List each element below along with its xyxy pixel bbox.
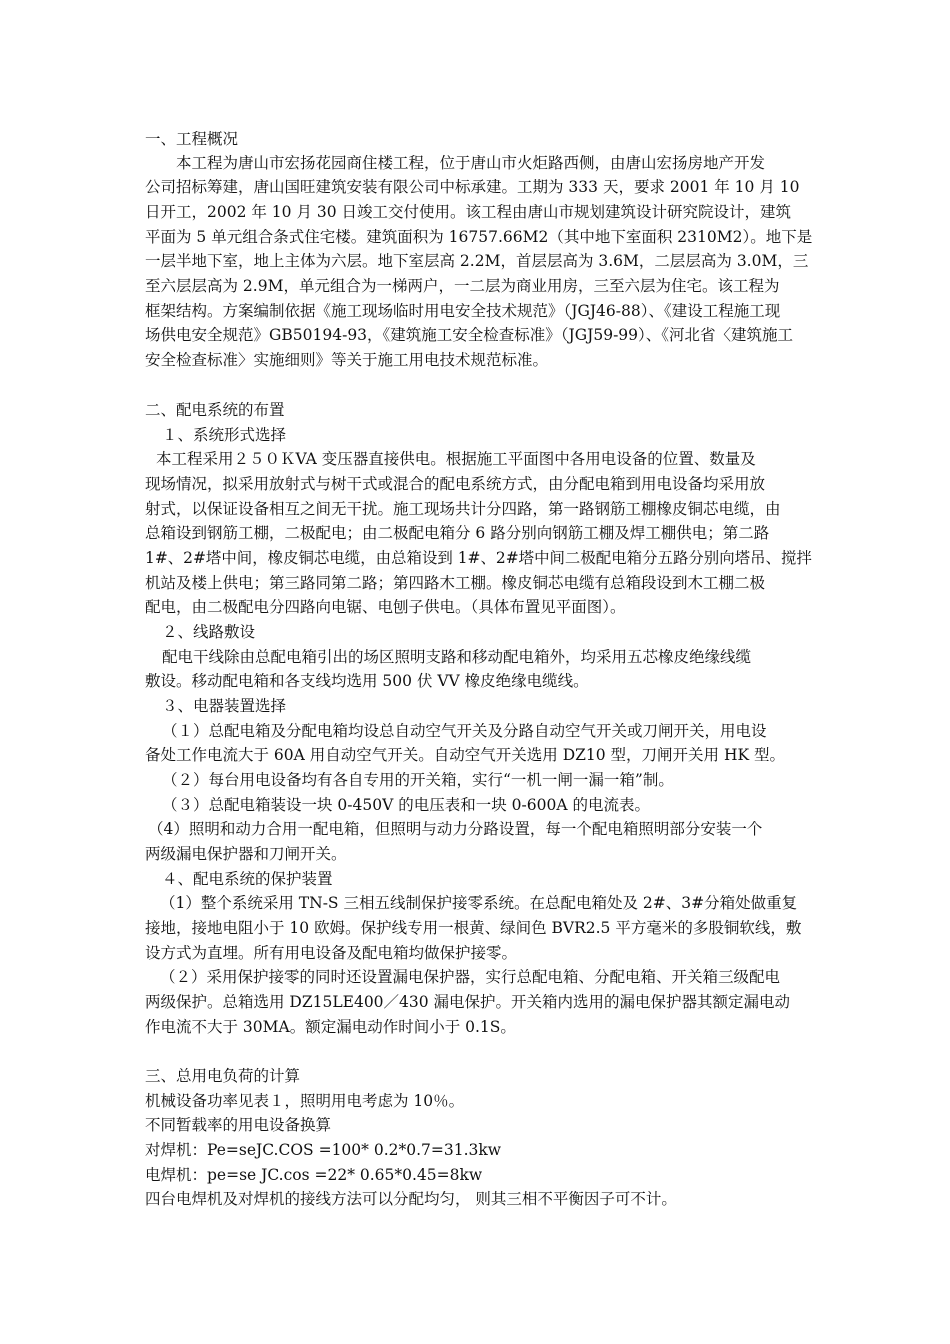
paragraph-line: 备处工作电流大于 60A 用自动空气开关。自动空气开关选用 DZ10 型，刀闸开关用 HK 型。 <box>145 746 785 764</box>
formula-line: 电焊机：pe=se JC.cos =22* 0.65*0.45=8kw <box>145 1166 483 1184</box>
paragraph-line: 四台电焊机及对焊机的接线方法可以分配均匀， 则其三相不平衡因子可不计。 <box>145 1190 677 1208</box>
paragraph-line: （３）总配电箱装设一块 0-450V 的电压表和一块 0-600A 的电流表。 <box>162 796 650 814</box>
subsection-heading: ４、配电系统的保护装置 <box>162 870 333 888</box>
paragraph-line: 框架结构。方案编制依据《施工现场临时用电安全技术规范》（JGJ46-88）、《建设工程施工现 <box>145 302 781 320</box>
paragraph-line: 总箱设到钢筋工棚，二极配电；由二极配电箱分 6 路分别向钢筋工棚及焊工棚供电；第二路 <box>145 524 770 542</box>
subsection-heading: ２、线路敷设 <box>162 623 256 641</box>
paragraph-line: 本工程为唐山市宏扬花园商住楼工程，位于唐山市火炬路西侧，由唐山宏扬房地产开发 <box>176 154 766 172</box>
section-heading: 三、总用电负荷的计算 <box>145 1067 301 1085</box>
paragraph-line: （1）整个系统采用 TN-S 三相五线制保护接零系统。在总配电箱处及 2#、3#分箱处做重复 <box>160 894 798 912</box>
paragraph-line: 平面为 5 单元组合条式住宅楼。建筑面积为 16757.66M2（其中地下室面积 2310M2）。地下是 <box>145 228 813 246</box>
paragraph-line: 不同暂载率的用电设备换算 <box>145 1116 332 1134</box>
paragraph-line: 接地，接地电阻小于 10 欧姆。保护线专用一根黄、绿间色 BVR2.5 平方毫米的多股铜软线，敷 <box>145 919 802 937</box>
paragraph-line: 两级漏电保护器和刀闸开关。 <box>145 845 347 863</box>
paragraph-line: （２）采用保护接零的同时还设置漏电保护器，实行总配电箱、分配电箱、开关箱三级配电 <box>160 968 781 986</box>
paragraph-line: 设方式为直埋。所有用电设备及配电箱均做保护接零。 <box>145 944 518 962</box>
paragraph-line: 场供电安全规范》GB50194-93，《建筑施工安全检查标准》（JGJ59-99）、《河北省〈建筑施工 <box>145 326 794 344</box>
paragraph-line: 现场情况，拟采用放射式与树干式或混合的配电系统方式，由分配电箱到用电设备均采用放 <box>145 475 766 493</box>
paragraph-line: 敷设。移动配电箱和各支线均选用 500 伏 VV 橡皮绝缘电缆线。 <box>145 672 589 690</box>
paragraph-line: （4）照明和动力合用一配电箱，但照明与动力分路设置，每一个配电箱照明部分安装一个 <box>148 820 763 838</box>
paragraph-line: 两级保护。总箱选用 DZ15LE400／430 漏电保护。开关箱内选用的漏电保护器其额定漏电动 <box>145 993 791 1011</box>
paragraph-line: （２）每台用电设备均有各自专用的开关箱，实行“一机一闸一漏一箱”制。 <box>162 771 674 789</box>
subsection-heading: ３、电器装置选择 <box>162 697 287 715</box>
paragraph-line: 作电流不大于 30MA。额定漏电动作时间小于 0.1S。 <box>145 1018 516 1036</box>
paragraph-line: 配电，由二极配电分四路向电锯、电刨子供电。（具体布置见平面图）。 <box>145 598 626 616</box>
paragraph-line: （１）总配电箱及分配电箱均设总自动空气开关及分路自动空气开关或刀闸开关，用电设 <box>162 722 767 740</box>
formula-line: 对焊机：Pe=seJC.COS =100* 0.2*0.7=31.3kw <box>145 1141 502 1159</box>
paragraph-line: 日开工，2002 年 10 月 30 日竣工交付使用。该工程由唐山市规划建筑设计研究院设计，建筑 <box>145 203 792 221</box>
subsection-heading: １、系统形式选择 <box>162 426 287 444</box>
paragraph-line: 一层半地下室，地上主体为六层。地下室层高 2.2M，首层层高为 3.6M，二层层高为 3.0M，三 <box>145 252 809 270</box>
paragraph-line: 机站及楼上供电；第三路同第二路；第四路木工棚。橡皮铜芯电缆有总箱段设到木工棚二极 <box>145 574 766 592</box>
paragraph-line: 射式，以保证设备相互之间无干扰。施工现场共计分四路，第一路钢筋工棚橡皮铜芯电缆，由 <box>145 500 781 518</box>
paragraph-line: 本工程采用２５０ＫVA 变压器直接供电。根据施工平面图中各用电设备的位置、数量及 <box>156 450 756 468</box>
paragraph-line: 至六层层高为 2.9M，单元组合为一梯两户，一二层为商业用房，三至六层为住宅。该工程为 <box>145 277 780 295</box>
paragraph-line: 机械设备功率见表１，照明用电考虑为 10％。 <box>145 1092 465 1110</box>
paragraph-line: 安全检查标准〉实施细则》等关于施工用电技术规范标准。 <box>145 351 549 369</box>
section-heading: 二、配电系统的布置 <box>145 401 285 419</box>
paragraph-line: 配电干线除由总配电箱引出的场区照明支路和移动配电箱外，均采用五芯橡皮绝缘线缆 <box>162 648 752 666</box>
section-heading: 一、工程概况 <box>145 130 239 148</box>
paragraph-line: 公司招标筹建，唐山国旺建筑安装有限公司中标承建。工期为 333 天，要求 2001 年 10 月 10 <box>145 178 800 196</box>
paragraph-line: 1#、2#塔中间，橡皮铜芯电缆，由总箱设到 1#、2#塔中间二极配电箱分五路分别向塔吊、搅拌 <box>145 549 812 567</box>
